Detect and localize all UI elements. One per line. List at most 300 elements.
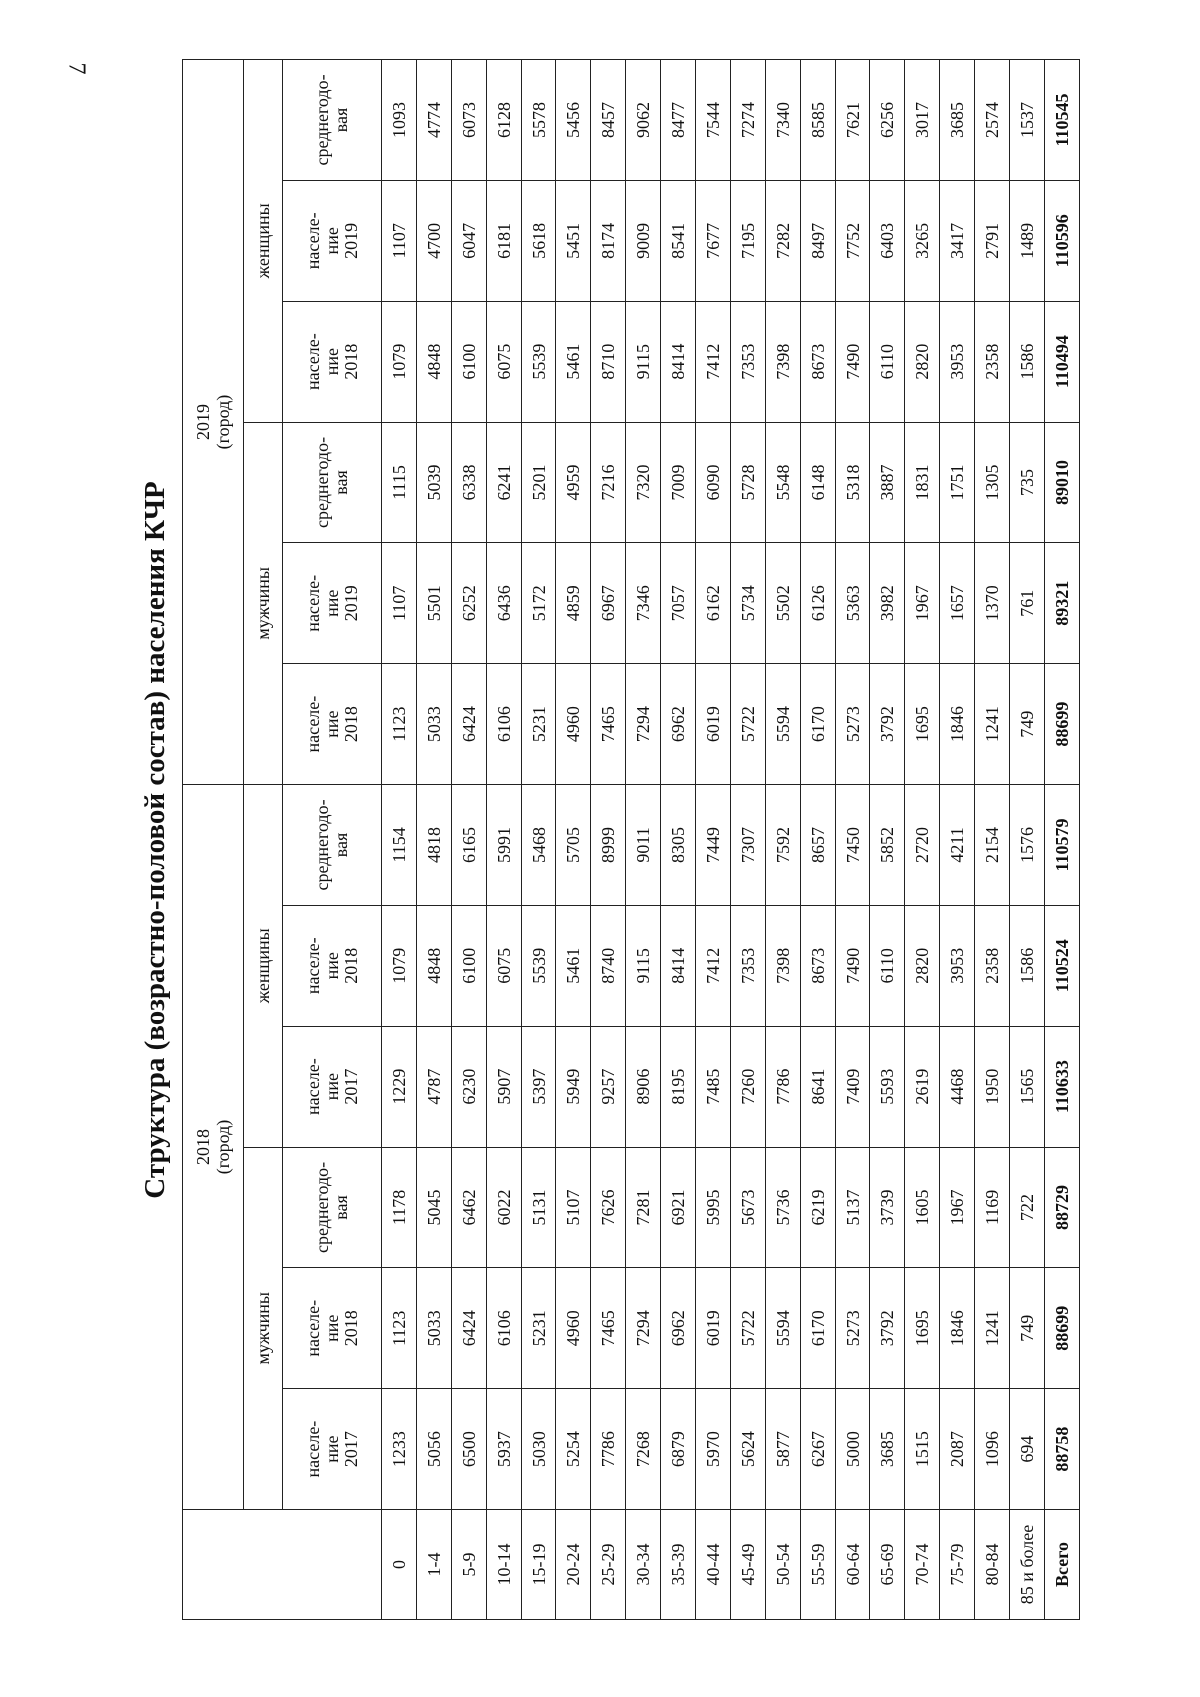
value-cell: 6267 (800, 1389, 835, 1510)
age-header-cell (183, 1510, 382, 1620)
age-group-cell: 40-44 (696, 1510, 731, 1620)
value-cell: 3953 (940, 301, 975, 422)
value-cell: 5624 (730, 1389, 765, 1510)
value-cell: 1565 (1010, 1026, 1045, 1147)
value-cell: 6165 (451, 785, 486, 906)
year-2018-header (183, 785, 244, 1510)
value-cell: 5201 (521, 422, 556, 543)
value-cell: 5618 (521, 180, 556, 301)
value-cell: 7490 (835, 301, 870, 422)
value-cell: 5539 (521, 905, 556, 1026)
value-cell: 1079 (382, 905, 417, 1026)
value-cell: 2087 (940, 1389, 975, 1510)
value-cell: 3792 (870, 1268, 905, 1389)
value-cell: 5137 (835, 1147, 870, 1268)
value-cell: 6110 (870, 301, 905, 422)
value-cell: 1967 (940, 1147, 975, 1268)
table-row (521, 60, 556, 1620)
value-cell: 5995 (696, 1147, 731, 1268)
value-cell: 7398 (765, 301, 800, 422)
age-group-cell: 20-24 (556, 1510, 591, 1620)
value-cell: 8414 (661, 301, 696, 422)
sex-header-men-2018: мужчины (244, 1147, 283, 1509)
value-cell: 5254 (556, 1389, 591, 1510)
value-cell: 1695 (905, 664, 940, 785)
value-cell: 6962 (661, 664, 696, 785)
value-cell: 6073 (451, 60, 486, 181)
age-group-cell: 75-79 (940, 1510, 975, 1620)
value-cell: 1751 (940, 422, 975, 543)
age-group-cell: 25-29 (591, 1510, 626, 1620)
value-cell: 6252 (451, 543, 486, 664)
value-cell: 2154 (975, 785, 1010, 906)
value-cell: 4848 (416, 905, 451, 1026)
value-cell: 3982 (870, 543, 905, 664)
value-cell: 5705 (556, 785, 591, 906)
value-cell: 1093 (382, 60, 417, 181)
value-cell: 5722 (730, 664, 765, 785)
value-cell: 7465 (591, 1268, 626, 1389)
total-value-cell: 88758 (1044, 1389, 1079, 1510)
value-cell: 8174 (591, 180, 626, 301)
age-group-cell: 30-34 (626, 1510, 661, 1620)
value-cell: 9062 (626, 60, 661, 181)
value-cell: 4959 (556, 422, 591, 543)
value-cell: 5107 (556, 1147, 591, 1268)
value-cell: 1586 (1010, 905, 1045, 1026)
age-group-cell: 50-54 (765, 1510, 800, 1620)
table-row (382, 60, 417, 1620)
value-cell: 5991 (486, 785, 521, 906)
value-cell: 7282 (765, 180, 800, 301)
value-cell: 6219 (800, 1147, 835, 1268)
column-header: населе- ние 2018 (283, 301, 382, 422)
value-cell: 1241 (975, 664, 1010, 785)
value-cell: 6256 (870, 60, 905, 181)
value-cell: 6424 (451, 1268, 486, 1389)
value-cell: 7786 (591, 1389, 626, 1510)
value-cell: 5593 (870, 1026, 905, 1147)
column-header: среднегодо- вая (283, 60, 382, 181)
value-cell: 7307 (730, 785, 765, 906)
column-header: населе- ние 2017 (283, 1026, 382, 1147)
table-row (730, 60, 765, 1620)
value-cell: 1846 (940, 1268, 975, 1389)
value-cell: 8657 (800, 785, 835, 906)
table-row (416, 60, 451, 1620)
value-cell: 5594 (765, 1268, 800, 1389)
value-cell: 8305 (661, 785, 696, 906)
age-group-cell: 10-14 (486, 1510, 521, 1620)
value-cell: 4787 (416, 1026, 451, 1147)
sex-header-women-2018: женщины (244, 785, 283, 1147)
value-cell: 5539 (521, 301, 556, 422)
value-cell: 5578 (521, 60, 556, 181)
value-cell: 4211 (940, 785, 975, 906)
value-cell: 6022 (486, 1147, 521, 1268)
value-cell: 5736 (765, 1147, 800, 1268)
value-cell: 1123 (382, 1268, 417, 1389)
page-number: 7 (63, 62, 90, 75)
value-cell: 1107 (382, 180, 417, 301)
value-cell: 7626 (591, 1147, 626, 1268)
value-cell: 7592 (765, 785, 800, 906)
value-cell: 8541 (661, 180, 696, 301)
value-cell: 7340 (765, 60, 800, 181)
table-row (451, 60, 486, 1620)
value-cell: 7009 (661, 422, 696, 543)
value-cell: 5172 (521, 543, 556, 664)
value-cell: 4960 (556, 1268, 591, 1389)
value-cell: 5273 (835, 1268, 870, 1389)
table-row (800, 60, 835, 1620)
value-cell: 6967 (591, 543, 626, 664)
value-cell: 6403 (870, 180, 905, 301)
value-cell: 5461 (556, 905, 591, 1026)
total-value-cell: 110633 (1044, 1026, 1079, 1147)
value-cell: 5502 (765, 543, 800, 664)
value-cell: 6962 (661, 1268, 696, 1389)
value-cell: 9115 (626, 301, 661, 422)
value-cell: 5231 (521, 664, 556, 785)
value-cell: 5970 (696, 1389, 731, 1510)
year-2019-header (183, 60, 244, 785)
value-cell: 1370 (975, 543, 1010, 664)
table-row (486, 60, 521, 1620)
value-cell: 5039 (416, 422, 451, 543)
value-cell: 5056 (416, 1389, 451, 1510)
value-cell: 1846 (940, 664, 975, 785)
value-cell: 5949 (556, 1026, 591, 1147)
table-row (626, 60, 661, 1620)
value-cell: 6181 (486, 180, 521, 301)
year-sub-label: (город) (213, 394, 233, 450)
table-row (870, 60, 905, 1620)
value-cell: 6338 (451, 422, 486, 543)
value-cell: 5456 (556, 60, 591, 181)
column-header: среднегодо- вая (283, 1147, 382, 1268)
value-cell: 7786 (765, 1026, 800, 1147)
value-cell: 6075 (486, 301, 521, 422)
value-cell: 7353 (730, 905, 765, 1026)
value-cell: 5548 (765, 422, 800, 543)
value-cell: 2619 (905, 1026, 940, 1147)
value-cell: 4960 (556, 664, 591, 785)
value-cell: 7449 (696, 785, 731, 906)
value-cell: 2820 (905, 905, 940, 1026)
table-row (696, 60, 731, 1620)
value-cell: 5722 (730, 1268, 765, 1389)
value-cell: 6106 (486, 664, 521, 785)
value-cell: 5673 (730, 1147, 765, 1268)
year-label: 2018 (193, 1129, 213, 1166)
value-cell: 3265 (905, 180, 940, 301)
value-cell: 5273 (835, 664, 870, 785)
total-value-cell: 88699 (1044, 1268, 1079, 1389)
value-cell: 8673 (800, 301, 835, 422)
value-cell: 7353 (730, 301, 765, 422)
value-cell: 4700 (416, 180, 451, 301)
value-cell: 7412 (696, 905, 731, 1026)
sex-header-men-2019: мужчины (244, 422, 283, 784)
total-value-cell: 89321 (1044, 543, 1079, 664)
value-cell: 1169 (975, 1147, 1010, 1268)
value-cell: 722 (1010, 1147, 1045, 1268)
value-cell: 6162 (696, 543, 731, 664)
value-cell: 7268 (626, 1389, 661, 1510)
value-cell: 5728 (730, 422, 765, 543)
table-row (661, 60, 696, 1620)
age-group-cell: 15-19 (521, 1510, 556, 1620)
value-cell: 1586 (1010, 301, 1045, 422)
value-cell: 5734 (730, 543, 765, 664)
value-cell: 4818 (416, 785, 451, 906)
table-row (1010, 60, 1045, 1620)
value-cell: 4774 (416, 60, 451, 181)
value-cell: 1096 (975, 1389, 1010, 1510)
value-cell: 8641 (800, 1026, 835, 1147)
value-cell: 6126 (800, 543, 835, 664)
age-group-cell: 70-74 (905, 1510, 940, 1620)
value-cell: 5877 (765, 1389, 800, 1510)
value-cell: 5231 (521, 1268, 556, 1389)
table-row (765, 60, 800, 1620)
value-cell: 7320 (626, 422, 661, 543)
value-cell: 7450 (835, 785, 870, 906)
value-cell: 1537 (1010, 60, 1045, 181)
value-cell: 1515 (905, 1389, 940, 1510)
total-value-cell: 110545 (1044, 60, 1079, 181)
table-row (835, 60, 870, 1620)
value-cell: 7281 (626, 1147, 661, 1268)
value-cell: 2720 (905, 785, 940, 906)
table-row (591, 60, 626, 1620)
value-cell: 8710 (591, 301, 626, 422)
year-label: 2019 (193, 404, 213, 441)
value-cell: 7294 (626, 1268, 661, 1389)
value-cell: 6100 (451, 905, 486, 1026)
value-cell: 8457 (591, 60, 626, 181)
value-cell: 6241 (486, 422, 521, 543)
value-cell: 3417 (940, 180, 975, 301)
value-cell: 8195 (661, 1026, 696, 1147)
total-value-cell: 88699 (1044, 664, 1079, 785)
total-label-cell: Всего (1044, 1510, 1079, 1620)
value-cell: 7398 (765, 905, 800, 1026)
value-cell: 7412 (696, 301, 731, 422)
value-cell: 7465 (591, 664, 626, 785)
value-cell: 6500 (451, 1389, 486, 1510)
age-group-cell: 80-84 (975, 1510, 1010, 1620)
value-cell: 9011 (626, 785, 661, 906)
value-cell: 7274 (730, 60, 765, 181)
value-cell: 2358 (975, 301, 1010, 422)
value-cell: 8906 (626, 1026, 661, 1147)
value-cell: 1657 (940, 543, 975, 664)
table-body (382, 60, 1080, 1620)
value-cell: 749 (1010, 664, 1045, 785)
value-cell: 1305 (975, 422, 1010, 543)
age-group-cell: 65-69 (870, 1510, 905, 1620)
value-cell: 1576 (1010, 785, 1045, 906)
sex-header-women-2019: женщины (244, 60, 283, 422)
value-cell: 4468 (940, 1026, 975, 1147)
value-cell: 5451 (556, 180, 591, 301)
value-cell: 6019 (696, 664, 731, 785)
value-cell: 6075 (486, 905, 521, 1026)
value-cell: 3887 (870, 422, 905, 543)
value-cell: 1115 (382, 422, 417, 543)
column-header: населе- ние 2018 (283, 1268, 382, 1389)
value-cell: 5363 (835, 543, 870, 664)
age-group-cell: 55-59 (800, 1510, 835, 1620)
table-row (940, 60, 975, 1620)
column-header: населе- ние 2019 (283, 543, 382, 664)
value-cell: 1967 (905, 543, 940, 664)
value-cell: 694 (1010, 1389, 1045, 1510)
value-cell: 6424 (451, 664, 486, 785)
value-cell: 6462 (451, 1147, 486, 1268)
value-cell: 1178 (382, 1147, 417, 1268)
age-group-cell: 0 (382, 1510, 417, 1620)
value-cell: 1695 (905, 1268, 940, 1389)
value-cell: 1229 (382, 1026, 417, 1147)
total-value-cell: 110579 (1044, 785, 1079, 906)
age-group-cell: 60-64 (835, 1510, 870, 1620)
value-cell: 5030 (521, 1389, 556, 1510)
column-header: среднегодо- вая (283, 785, 382, 906)
column-header: населе- ние 2019 (283, 180, 382, 301)
value-cell: 1107 (382, 543, 417, 664)
value-cell: 2820 (905, 301, 940, 422)
value-cell: 4848 (416, 301, 451, 422)
value-cell: 6019 (696, 1268, 731, 1389)
value-cell: 3792 (870, 664, 905, 785)
value-cell: 5318 (835, 422, 870, 543)
value-cell: 7057 (661, 543, 696, 664)
value-cell: 6879 (661, 1389, 696, 1510)
value-cell: 9115 (626, 905, 661, 1026)
total-value-cell: 88729 (1044, 1147, 1079, 1268)
column-header: населе- ние 2018 (283, 664, 382, 785)
table-row (975, 60, 1010, 1620)
value-cell: 2574 (975, 60, 1010, 181)
total-row (1044, 60, 1079, 1620)
value-cell: 6090 (696, 422, 731, 543)
value-cell: 5131 (521, 1147, 556, 1268)
total-value-cell: 110596 (1044, 180, 1079, 301)
value-cell: 7490 (835, 905, 870, 1026)
value-cell: 5397 (521, 1026, 556, 1147)
value-cell: 8585 (800, 60, 835, 181)
value-cell: 6170 (800, 1268, 835, 1389)
value-cell: 7195 (730, 180, 765, 301)
value-cell: 5937 (486, 1389, 521, 1510)
value-cell: 5000 (835, 1389, 870, 1510)
age-group-cell: 5-9 (451, 1510, 486, 1620)
value-cell: 8999 (591, 785, 626, 906)
column-header: населе- ние 2017 (283, 1389, 382, 1510)
value-cell: 6128 (486, 60, 521, 181)
value-cell: 7677 (696, 180, 731, 301)
value-cell: 749 (1010, 1268, 1045, 1389)
value-cell: 1950 (975, 1026, 1010, 1147)
value-cell: 8477 (661, 60, 696, 181)
value-cell: 5033 (416, 664, 451, 785)
value-cell: 8673 (800, 905, 835, 1026)
value-cell: 3953 (940, 905, 975, 1026)
value-cell: 6110 (870, 905, 905, 1026)
total-value-cell: 110524 (1044, 905, 1079, 1026)
value-cell: 6106 (486, 1268, 521, 1389)
value-cell: 6921 (661, 1147, 696, 1268)
value-cell: 7621 (835, 60, 870, 181)
value-cell: 3739 (870, 1147, 905, 1268)
value-cell: 5594 (765, 664, 800, 785)
value-cell: 1233 (382, 1389, 417, 1510)
table-row (556, 60, 591, 1620)
value-cell: 1831 (905, 422, 940, 543)
value-cell: 7544 (696, 60, 731, 181)
value-cell: 5852 (870, 785, 905, 906)
value-cell: 5907 (486, 1026, 521, 1147)
value-cell: 1489 (1010, 180, 1045, 301)
value-cell: 2358 (975, 905, 1010, 1026)
value-cell: 3017 (905, 60, 940, 181)
age-group-cell: 85 и более (1010, 1510, 1045, 1620)
age-group-cell: 35-39 (661, 1510, 696, 1620)
value-cell: 7260 (730, 1026, 765, 1147)
population-table (182, 59, 1080, 1620)
value-cell: 4859 (556, 543, 591, 664)
value-cell: 7409 (835, 1026, 870, 1147)
total-value-cell: 89010 (1044, 422, 1079, 543)
value-cell: 6047 (451, 180, 486, 301)
value-cell: 3685 (940, 60, 975, 181)
value-cell: 1079 (382, 301, 417, 422)
column-header: населе- ние 2018 (283, 905, 382, 1026)
value-cell: 5501 (416, 543, 451, 664)
value-cell: 7485 (696, 1026, 731, 1147)
value-cell: 7294 (626, 664, 661, 785)
page-title: Структура (возрастно-половой состав) населения КЧР (139, 481, 171, 1199)
value-cell: 6148 (800, 422, 835, 543)
rotated-sheet (130, 60, 1080, 1620)
value-cell: 8497 (800, 180, 835, 301)
value-cell: 2791 (975, 180, 1010, 301)
value-cell: 7346 (626, 543, 661, 664)
value-cell: 6436 (486, 543, 521, 664)
value-cell: 6230 (451, 1026, 486, 1147)
value-cell: 7216 (591, 422, 626, 543)
value-cell: 5033 (416, 1268, 451, 1389)
total-value-cell: 110494 (1044, 301, 1079, 422)
value-cell: 7752 (835, 180, 870, 301)
value-cell: 3685 (870, 1389, 905, 1510)
column-header: среднегодо- вая (283, 422, 382, 543)
value-cell: 8740 (591, 905, 626, 1026)
value-cell: 5468 (521, 785, 556, 906)
value-cell: 6100 (451, 301, 486, 422)
age-group-cell: 1-4 (416, 1510, 451, 1620)
value-cell: 1154 (382, 785, 417, 906)
age-group-cell: 45-49 (730, 1510, 765, 1620)
value-cell: 8414 (661, 905, 696, 1026)
value-cell: 1241 (975, 1268, 1010, 1389)
value-cell: 9009 (626, 180, 661, 301)
value-cell: 9257 (591, 1026, 626, 1147)
value-cell: 1123 (382, 664, 417, 785)
